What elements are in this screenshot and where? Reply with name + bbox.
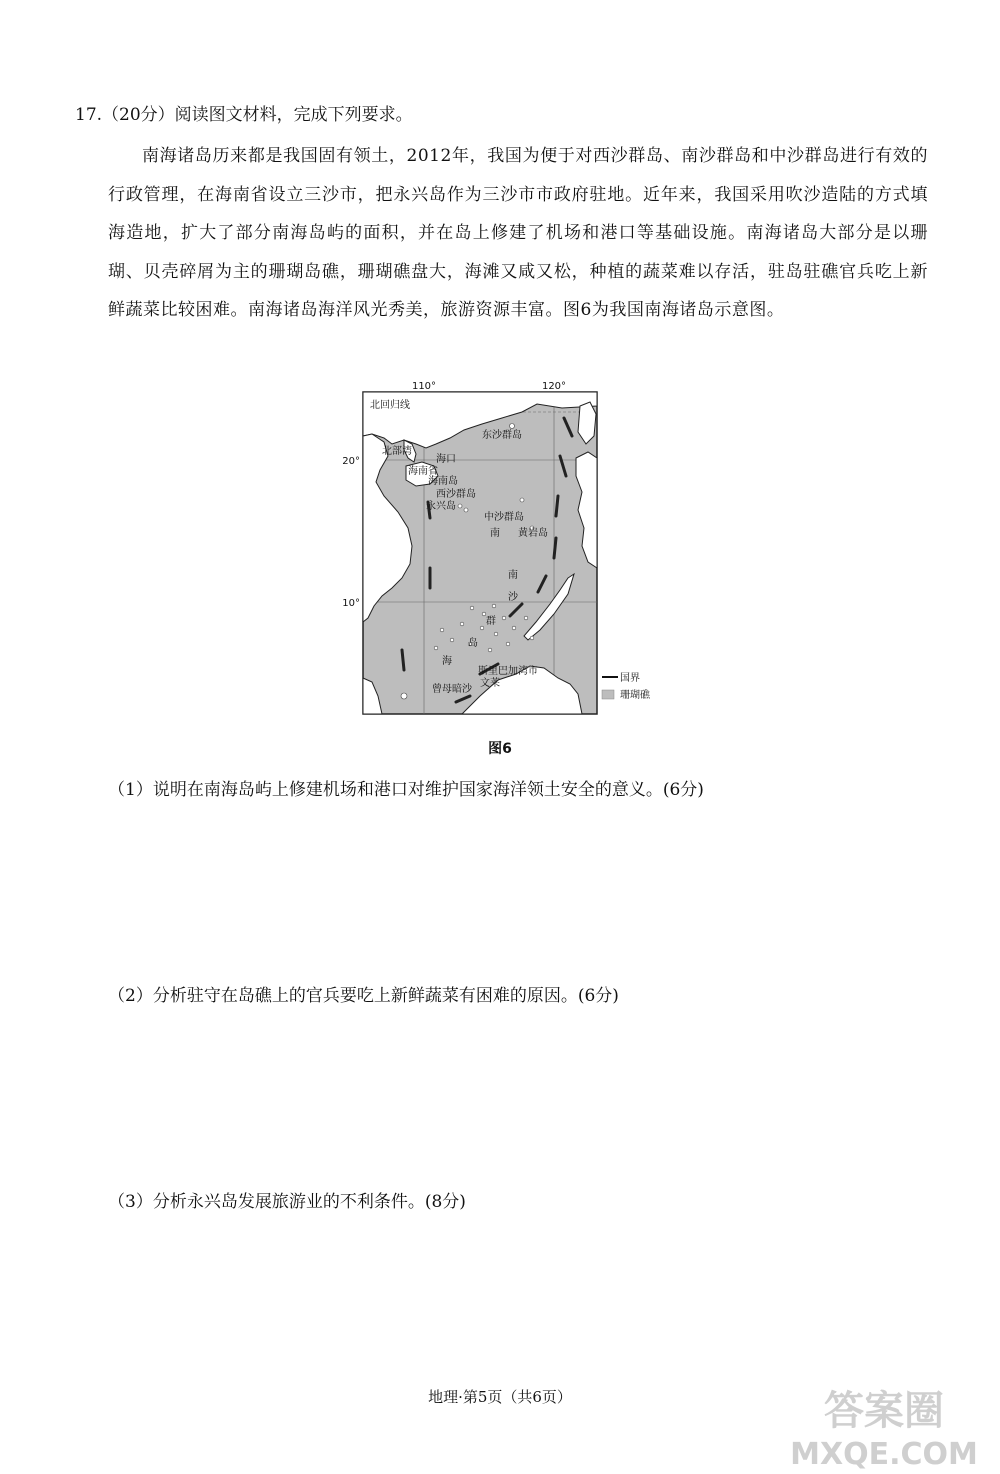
subquestion-3: （3）分析永兴岛发展旅游业的不利条件。(8分) <box>108 1192 466 1212</box>
lat-10-label: 10° <box>342 598 360 609</box>
lon-110-label: 110° <box>411 381 437 392</box>
nansha-char-3: 群 <box>486 616 496 627</box>
south-china-sea-map <box>332 378 662 723</box>
lat-20-label: 20° <box>342 456 360 467</box>
question-paragraph: 南海诸岛历来都是我国固有领土，2012年，我国为便于对西沙群岛、南沙群岛和中沙群岛进行有效的行政管理，在海南省设立三沙市，把永兴岛作为三沙市市政府驻地。近年来，我国采用吹沙造陆的方式填海造地，扩大了部分南海岛屿的面积，并在岛上修建了机场和港口等基础设施。南海诸岛大部分是以珊瑚、贝壳碎屑为主的珊瑚岛礁，珊瑚礁盘大，海滩又咸又松，种植的蔬菜难以存活，驻岛驻礁官兵吃上新鲜蔬菜比较困难。南海诸岛海洋风光秀美，旅游资源丰富。图6为我国南海诸岛示意图。 <box>108 146 928 321</box>
legend-reef-label: 珊瑚礁 <box>620 690 650 701</box>
yongxing-label: 永兴岛 <box>426 501 456 512</box>
map-legend <box>602 672 651 701</box>
zhongsha-label: 中沙群岛 <box>484 512 524 523</box>
huangyan-label: 黄岩岛 <box>518 528 548 539</box>
subquestion-2: （2）分析驻守在岛礁上的官兵要吃上新鲜蔬菜有困难的原因。(6分) <box>108 986 619 1006</box>
sri-begawan-label: 斯里巴加湾市 <box>478 666 538 677</box>
subquestion-1: （1）说明在南海岛屿上修建机场和港口对维护国家海洋领土安全的意义。(6分) <box>108 780 704 800</box>
hainan-island-label: 海南岛 <box>428 476 458 487</box>
nansha-char-4: 岛 <box>468 638 478 649</box>
watermark-logo <box>764 1380 994 1470</box>
xisha-label: 西沙群岛 <box>436 489 476 500</box>
lon-120-label: 120° <box>541 381 567 392</box>
sea-label: 海 <box>442 656 452 667</box>
watermark-line2: MXQE.COM <box>790 1437 978 1470</box>
zengmu-label: 曾母暗沙 <box>432 684 472 695</box>
tropic-label: 北回归线 <box>370 400 410 411</box>
watermark-line1: 答案圈 <box>824 1388 944 1434</box>
legend-border-label: 国界 <box>620 673 640 684</box>
nansha-char-2: 沙 <box>508 592 518 603</box>
brunei-label: 文莱 <box>480 678 500 689</box>
question-header: 17.（20分）阅读图文材料，完成下列要求。 <box>75 105 413 125</box>
nan-label: 南 <box>490 528 500 539</box>
page-footer: 地理·第5页（共6页） <box>428 1388 572 1406</box>
beibu-gulf-label: 北部湾 <box>382 446 412 457</box>
nansha-char-1: 南 <box>508 570 518 581</box>
figure-caption: 图6 <box>488 741 512 757</box>
hainan-province-label: 海南省 <box>408 466 438 477</box>
haikou-label: 海口 <box>436 454 456 465</box>
dongsha-label: 东沙群岛 <box>482 430 522 441</box>
